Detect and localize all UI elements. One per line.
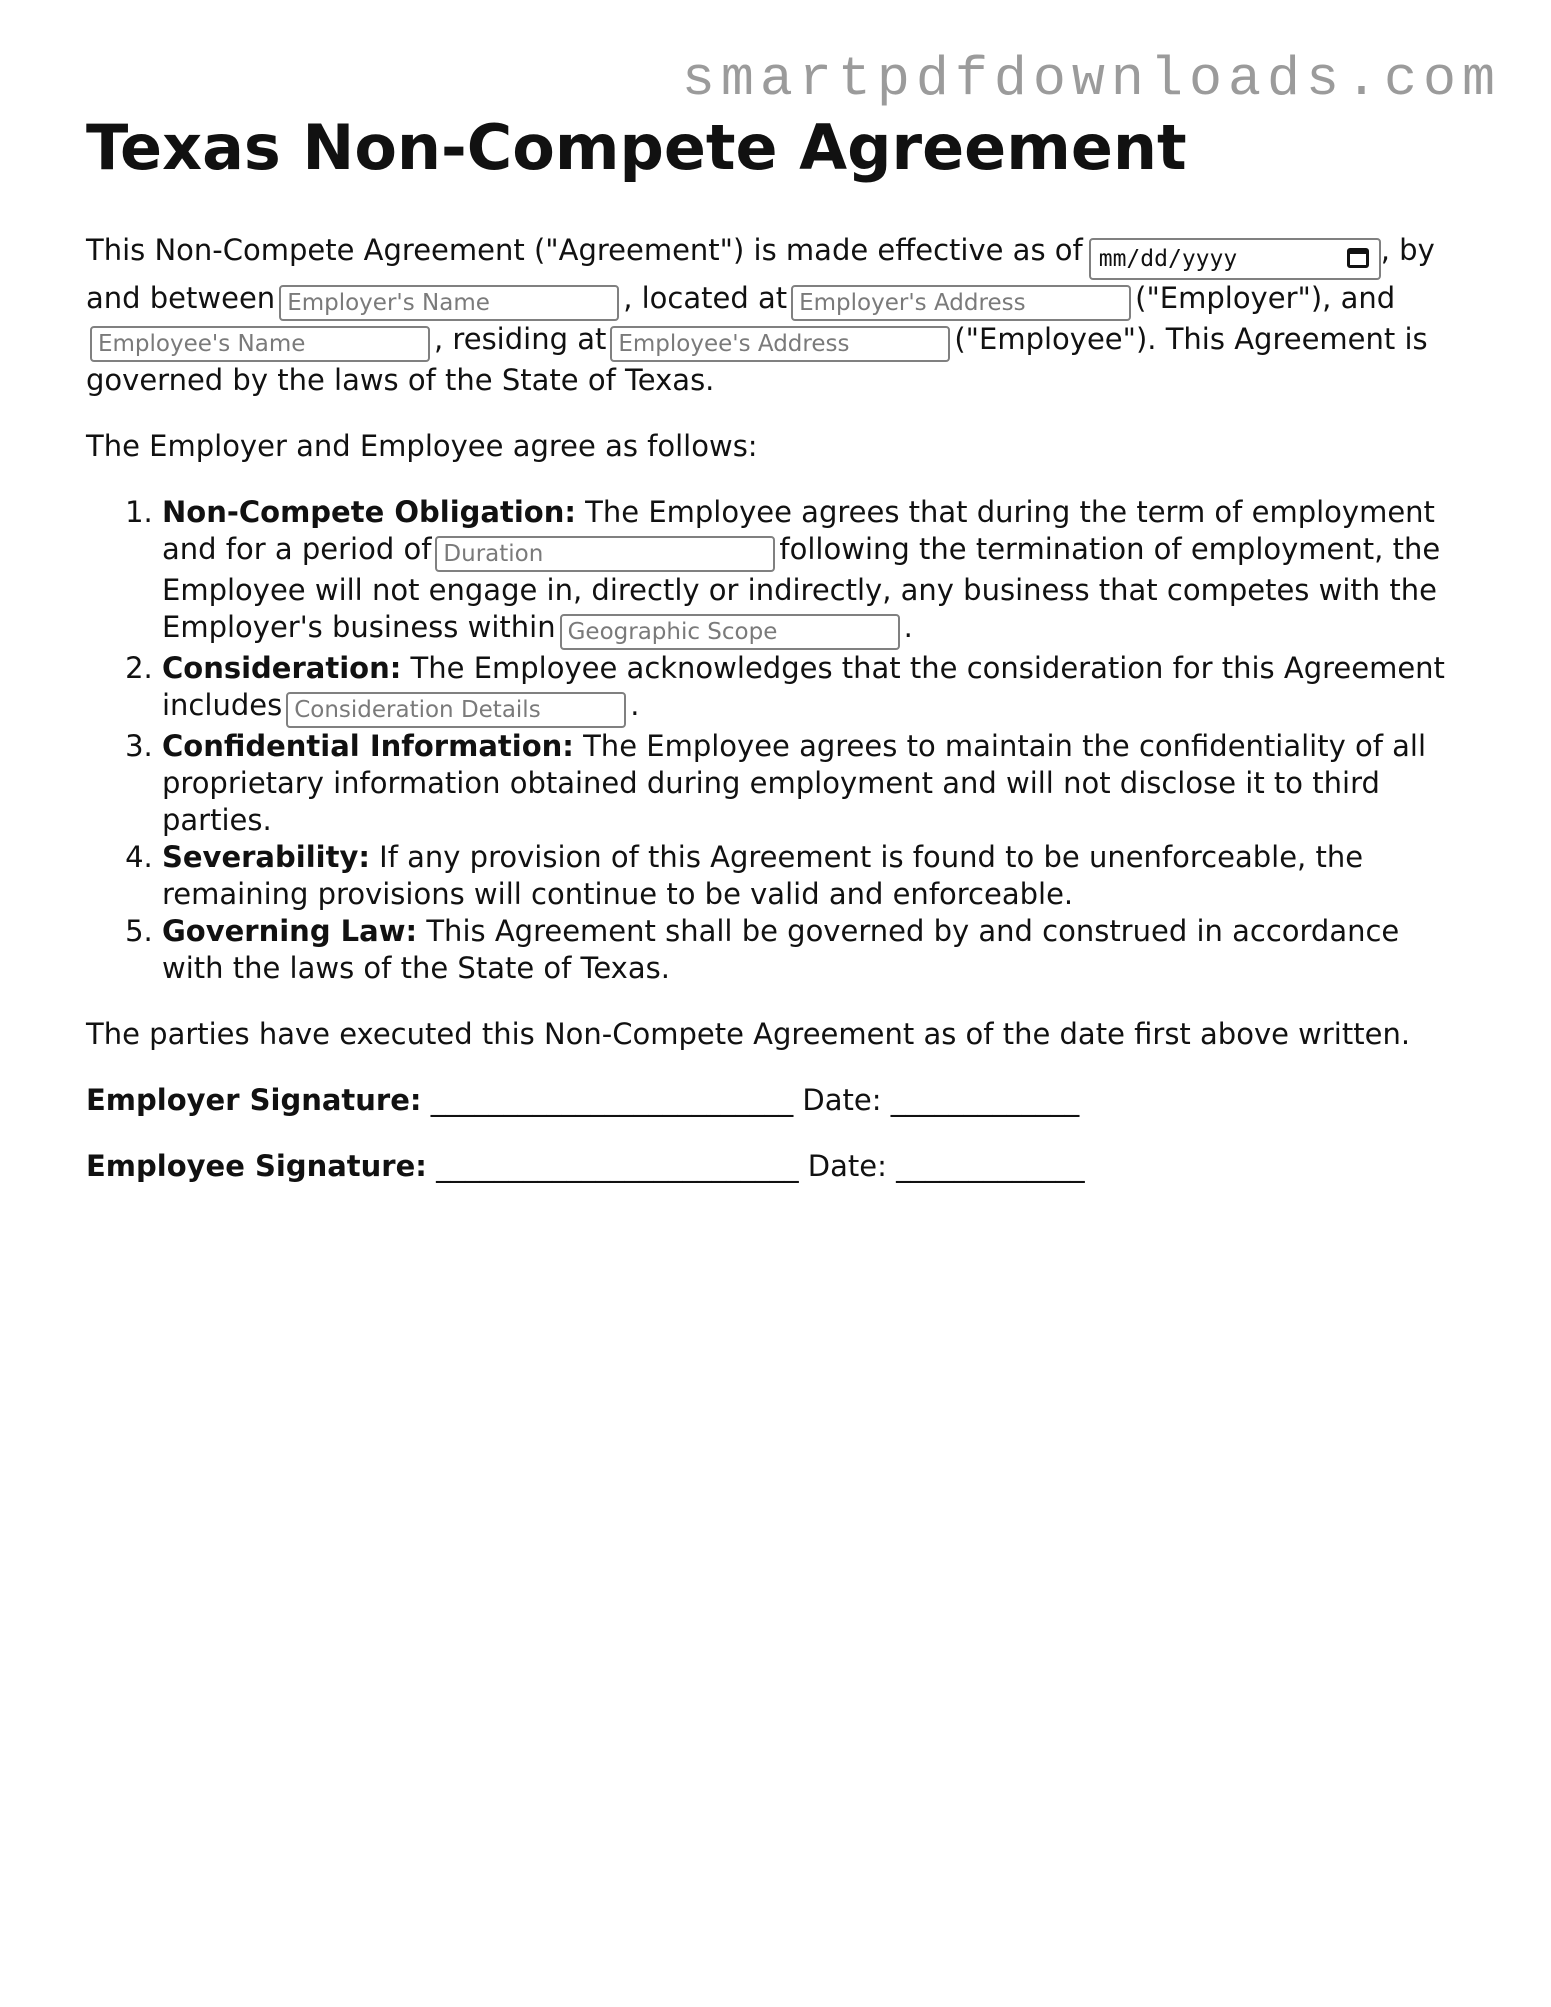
intro-paragraph bbox=[86, 232, 1466, 399]
clause-governing-law bbox=[162, 913, 1466, 987]
clause-text: The Employee agrees that during the term of employment and for a period of bbox=[162, 495, 1435, 566]
clause-consideration bbox=[162, 650, 1466, 728]
follows-paragraph: The Employer and Employee agree as follows: bbox=[86, 429, 758, 463]
employer-signature-line bbox=[86, 1082, 1466, 1119]
intro-text-3: by and between bbox=[86, 233, 1435, 315]
closing-paragraph: The parties have executed this Non-Compete Agreement as of the date first above written. bbox=[86, 1017, 1411, 1051]
intro-text-8: ("Employee"). This Agreement is governed by the laws of the State of Texas. bbox=[86, 322, 1428, 397]
employer-signature-label: Employer Signature: bbox=[86, 1083, 422, 1117]
duration-input[interactable] bbox=[435, 536, 775, 572]
clause-text: . bbox=[903, 610, 913, 644]
clause-text: If any provision of this Agreement is found to be unenforceable, the remaining provisions will continue to be valid and enforceable. bbox=[162, 840, 1364, 911]
employee-name-input[interactable] bbox=[90, 326, 430, 362]
clause-text: following the termination of employment, the Employee will not engage in, directly or indirectly, any business that competes with the Employer's business within bbox=[162, 532, 1441, 644]
clause-text: The Employee agrees to maintain the confidentiality of all proprietary information obtained during employment and will not disclose it to third parties. bbox=[162, 729, 1427, 837]
employee-signature-line bbox=[86, 1148, 1466, 1185]
consideration-details-input[interactable] bbox=[286, 692, 626, 728]
intro-text-2: , bbox=[1380, 233, 1390, 267]
intro-text-4: , located at bbox=[623, 281, 788, 315]
calendar-icon[interactable] bbox=[1347, 248, 1369, 268]
page-title: Texas Non-Compete Agreement bbox=[86, 111, 1187, 184]
employer-name-input[interactable] bbox=[279, 285, 619, 321]
intro-text-5: ("Employer"), bbox=[1135, 281, 1332, 315]
clause-heading: Confidential Information: bbox=[162, 729, 574, 763]
employee-signature-label: Employee Signature: bbox=[86, 1149, 427, 1183]
clause-heading: Governing Law: bbox=[162, 914, 418, 948]
intro-text-6: and bbox=[1340, 281, 1396, 315]
clause-text: The Employee acknowledges that the consideration for this Agreement includes bbox=[162, 651, 1445, 722]
clause-text: This Agreement shall be governed by and construed in accordance with the laws of the State of Texas. bbox=[162, 914, 1400, 985]
intro-text-7: , residing at bbox=[434, 322, 607, 356]
document-body bbox=[86, 108, 1466, 1185]
employee-signature-blank: _________________________ Date: _____________ bbox=[436, 1149, 1085, 1183]
intro-text-1: This Non-Compete Agreement ("Agreement") is made effective as of bbox=[86, 233, 1083, 267]
employee-address-input[interactable] bbox=[610, 326, 950, 362]
clause-non-compete bbox=[162, 494, 1466, 650]
clause-confidential bbox=[162, 728, 1466, 839]
date-placeholder: mm/dd/yyyy bbox=[1098, 246, 1238, 272]
watermark: smartpdfdownloads.com bbox=[681, 48, 1501, 111]
clause-text: . bbox=[630, 688, 640, 722]
clause-list bbox=[86, 494, 1466, 987]
clause-heading: Non-Compete Obligation: bbox=[162, 495, 576, 529]
clause-heading: Severability: bbox=[162, 840, 370, 874]
effective-date-input[interactable] bbox=[1089, 238, 1381, 280]
geographic-scope-input[interactable] bbox=[560, 614, 900, 650]
employer-address-input[interactable] bbox=[791, 285, 1131, 321]
employer-signature-blank: _________________________ Date: _____________ bbox=[430, 1083, 1080, 1117]
clause-severability bbox=[162, 839, 1466, 913]
clause-heading: Consideration: bbox=[162, 651, 402, 685]
